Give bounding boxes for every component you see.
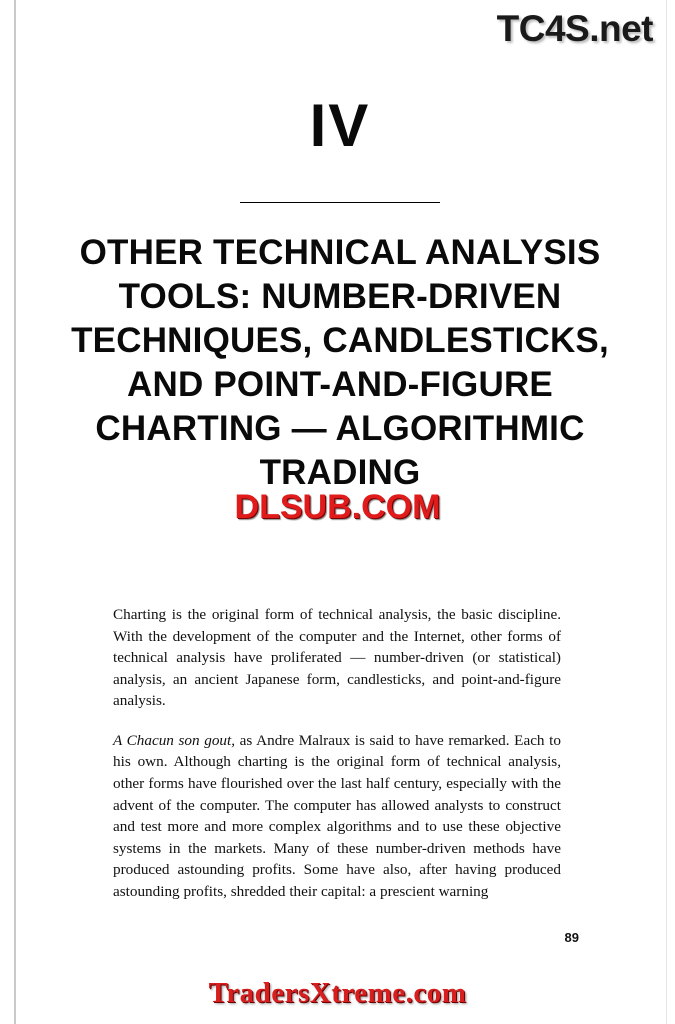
chapter-heading-block [70, 92, 610, 496]
italic-phrase: A Chacun son gout, [113, 731, 236, 749]
page-number: 89 [564, 930, 579, 945]
heading-divider [240, 202, 440, 203]
page-edge-left [14, 0, 16, 1024]
paragraph-2-rest: as Andre Malraux is said to have remarked. Each to his own. Although charting is the original form of technical analysis, other forms have flourished over the last half century, especially with the advent of the computer. The computer has allowed analysts to construct and test more and more complex algorithms and to use these objective systems in the markets. Many of these number-driven methods have produced astounding profits. Some have also, after having produced astounding profits, shredded their capital: a prescient warning [113, 731, 561, 900]
watermark-top-right: TC4S.net [496, 8, 653, 49]
chapter-number: IV [309, 92, 371, 159]
body-text-column [113, 604, 561, 903]
watermark-bottom: TradersXtreme.com [208, 977, 467, 1009]
chapter-title: OTHER TECHNICAL ANALYSIS TOOLS: NUMBER-DRIVEN TECHNIQUES, CANDLESTICKS, AND POINT-AND-FIGURE CHARTING — ALGORITHMIC TRADING [71, 233, 609, 493]
watermark-stamp-overlay: DLSUB.COM [234, 488, 441, 526]
page-edge-right [666, 0, 667, 1024]
paragraph-2 [113, 730, 561, 903]
paragraph-1: Charting is the original form of technical analysis, the basic discipline. With the development of the computer and the Internet, other forms of technical analysis have proliferated — number-driven (or statistical) analysis, an ancient Japanese form, candlesticks, and point-and-figure analysis. [113, 606, 561, 710]
